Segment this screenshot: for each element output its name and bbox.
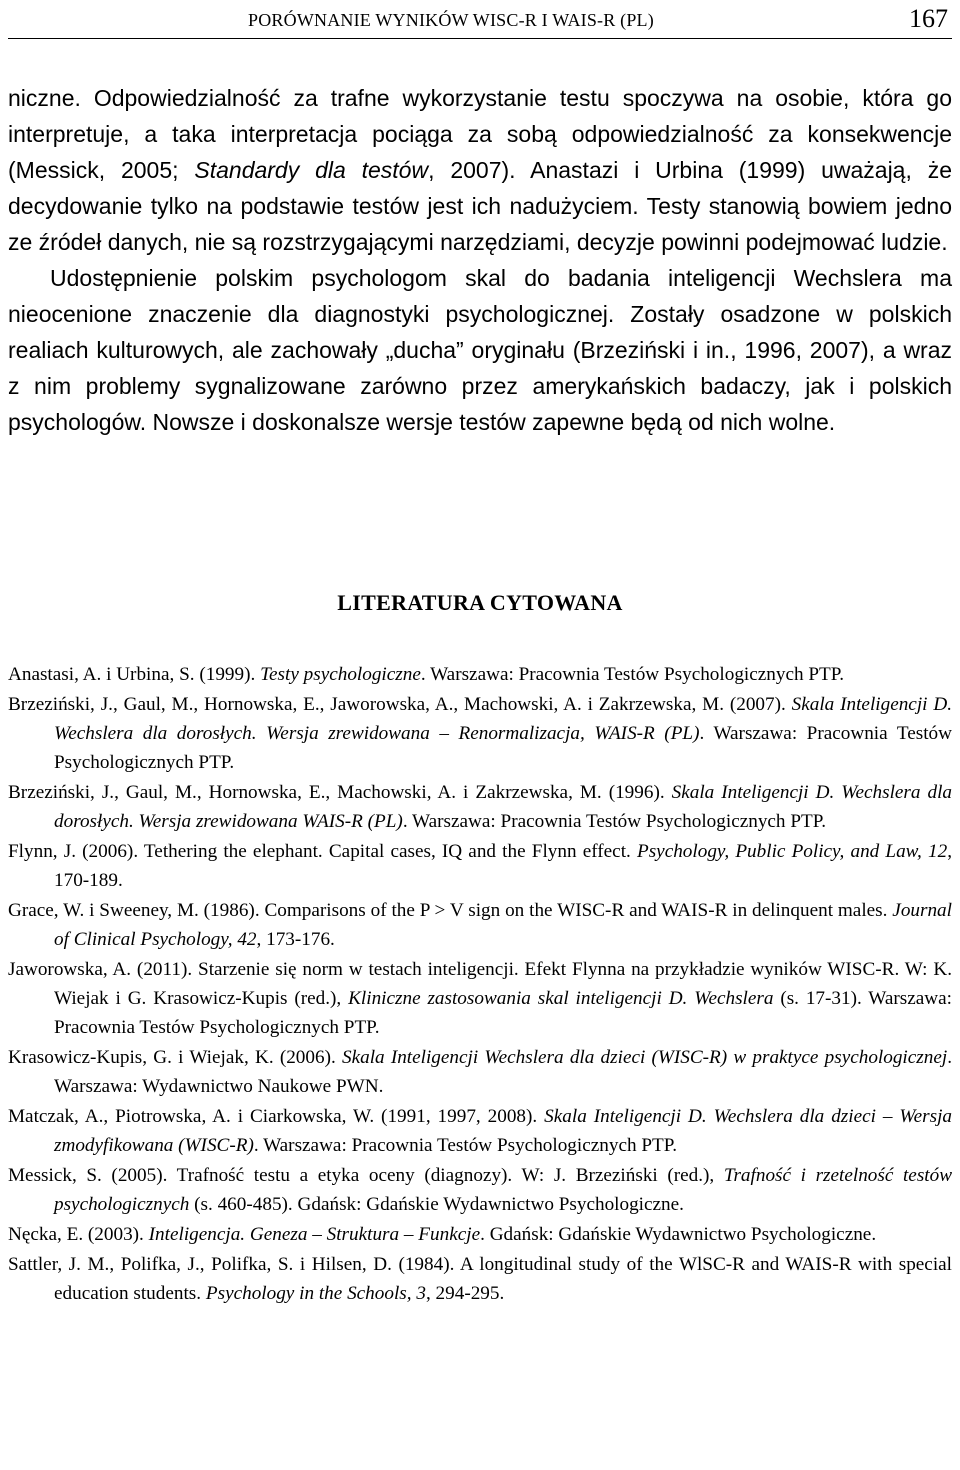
reference-title: Skala Inteligencji D. Wechslera dla dorosłych. Wersja zrewidowana WAIS-R (PL): [54, 782, 952, 832]
reference-entry: [8, 690, 952, 777]
reference-title: Skala Inteligencji D. Wechslera dla dorosłych. Wersja zrewidowana – Renormalizacja, WAIS-R (PL): [54, 694, 952, 744]
reference-entry: [8, 1161, 952, 1219]
reference-title: Skala Inteligencji D. Wechslera dla dzieci – Wersja zmodyfikowana (WISC-R): [54, 1106, 953, 1156]
reference-text: (s. 460-485). Gdańsk: Gdańskie Wydawnictwo Psychologiczne.: [189, 1194, 684, 1215]
reference-text: Anastasi, A. i Urbina, S. (1999).: [8, 664, 261, 685]
reference-entry: [8, 955, 952, 1042]
reference-text: Krasowicz-Kupis, G. i Wiejak, K. (2006).: [8, 1047, 342, 1068]
reference-text: . Warszawa: Pracownia Testów Psychologicznych PTP.: [420, 664, 845, 685]
reference-entry: [8, 1102, 952, 1160]
reference-title: Psychology, Public Policy, and Law, 12: [636, 841, 948, 862]
running-header: [8, 4, 952, 39]
reference-text: . Warszawa: Pracownia Testów Psychologicznych PTP.: [253, 1135, 678, 1156]
italic-title: Standardy dla testów: [194, 157, 429, 183]
reference-entry: [8, 837, 952, 895]
running-title: PORÓWNANIE WYNIKÓW WISC-R I WAIS-R (PL): [248, 10, 654, 30]
reference-text: Brzeziński, J., Gaul, M., Hornowska, E., Machowski, A. i Zakrzewska, M. (1996).: [8, 782, 672, 803]
reference-title: Inteligencja. Geneza – Struktura – Funkcje: [148, 1224, 481, 1245]
reference-text: Matczak, A., Piotrowska, A. i Ciarkowska, W. (1991, 1997, 2008).: [8, 1106, 545, 1127]
reference-entry: [8, 896, 952, 954]
reference-title: Skala Inteligencji Wechslera dla dzieci (WISC-R) w praktyce psychologicznej: [341, 1047, 948, 1068]
reference-text: . Warszawa: Pracownia Testów Psychologicznych PTP.: [54, 723, 952, 773]
reference-text: , 173-176.: [256, 929, 335, 950]
reference-text: Nęcka, E. (2003).: [8, 1224, 149, 1245]
reference-text: Brzeziński, J., Gaul, M., Hornowska, E., Jaworowska, A., Machowski, A. i Zakrzewska, M. (2007).: [8, 694, 792, 715]
reference-text: Jaworowska, A. (2011). Starzenie się norm w testach inteligencji. Efekt Flynna na przykładzie wyników WISC-R. W: K. Wiejak i G. Krasowicz-Kupis (red.),: [8, 959, 952, 1009]
reference-text: . Warszawa: Wydawnictwo Naukowe PWN.: [54, 1047, 952, 1097]
reference-title: Kliniczne zastosowania skal inteligencji D. Wechslera: [348, 988, 774, 1009]
reference-text: . Gdańsk: Gdańskie Wydawnictwo Psychologiczne.: [480, 1224, 877, 1245]
reference-entry: [8, 1220, 952, 1249]
paragraph: [8, 80, 952, 260]
reference-entry: [8, 660, 952, 689]
reference-text: Grace, W. i Sweeney, M. (1986). Comparisons of the P > V sign on the WISC-R and WAIS-R in delinquent males.: [8, 900, 893, 921]
reference-entry: [8, 778, 952, 836]
text-run: niczne. Odpowiedzialność za trafne wykorzystanie testu spoczywa na osobie, która go interpretuje, a taka interpretacja pociąga za sobą odpowiedzialność za konsekwencje (Messick, 2005;: [8, 85, 952, 183]
reference-list: [8, 660, 952, 1309]
reference-title: Trafność i rzetelność testów psychologicznych: [54, 1165, 953, 1215]
reference-text: Sattler, J. M., Polifka, J., Polifka, S. i Hilsen, D. (1984). A longitudinal study of the WlSC-R and WAIS-R with special education students.: [8, 1254, 952, 1304]
reference-text: Messick, S. (2005). Trafność testu a etyka oceny (diagnozy). W: J. Brzeziński (red.),: [8, 1165, 724, 1186]
page-number: 167: [909, 4, 948, 33]
body-text: [8, 80, 952, 440]
reference-entry: [8, 1250, 952, 1308]
reference-text: (s. 17-31). Warszawa: Pracownia Testów Psychologicznych PTP.: [54, 988, 952, 1038]
reference-title: Testy psychologiczne: [260, 664, 421, 685]
paragraph: Udostępnienie polskim psychologom skal do badania inteligencji Wechslera ma nieocenione znaczenie dla diagnostyki psychologicznej. Zostały osadzone w polskich realiach kulturowych, ale zachowały „ducha” oryginału (Brzeziński i in., 1996, 2007), a wraz z nim problemy sygnalizowane zarówno przez amerykańskich badaczy, jak i polskich psychologów. Nowsze i doskonalsze wersje testów zapewne będą od nich wolne.: [8, 265, 952, 435]
reference-text: , 170-189.: [54, 841, 952, 891]
reference-title: Journal of Clinical Psychology, 42: [54, 900, 952, 950]
section-heading: LITERATURA CYTOWANA: [337, 590, 623, 615]
reference-text: Flynn, J. (2006). Tethering the elephant. Capital cases, IQ and the Flynn effect.: [8, 841, 637, 862]
text-run: , 2007). Anastazi i Urbina (1999) uważają, że decydowanie tylko na podstawie testów jest ich nadużyciem. Testy stanowią bowiem jedno ze źródeł danych, nie są rozstrzygającymi narzędziami, decyzje powinni podejmować ludzie.: [8, 157, 953, 255]
reference-text: , 294-295.: [425, 1283, 505, 1304]
reference-entry: [8, 1043, 952, 1101]
reference-title: Psychology in the Schools, 3: [205, 1283, 426, 1304]
reference-text: . Warszawa: Pracownia Testów Psychologicznych PTP.: [402, 811, 827, 832]
